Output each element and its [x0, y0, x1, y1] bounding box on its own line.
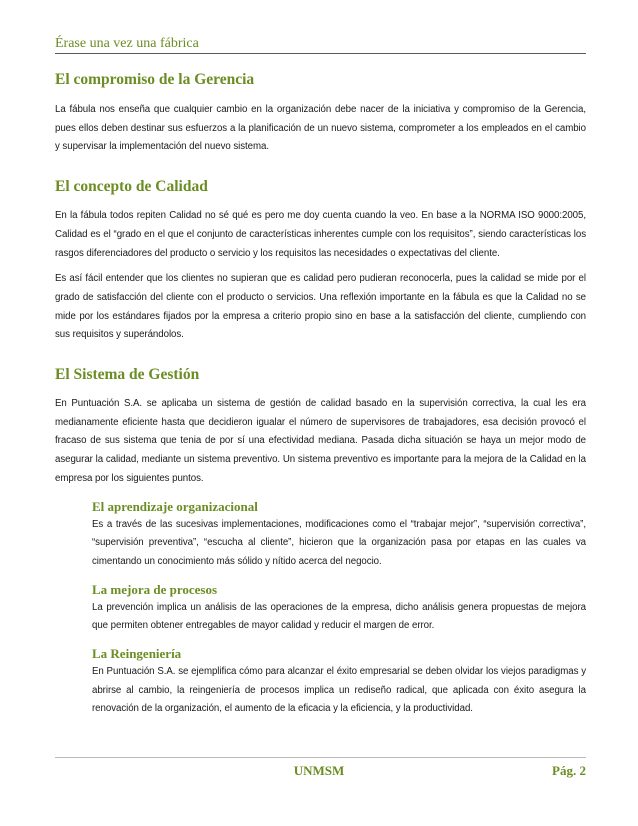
section-title-compromiso: El compromiso de la Gerencia: [55, 71, 255, 88]
subsection-procesos: [92, 581, 586, 636]
subsection-title-aprendizaje: El aprendizaje organizacional: [92, 498, 258, 514]
footer-institution: UNMSM: [293, 763, 345, 778]
page-number: Pág. 2: [552, 763, 586, 778]
subsection-text-aprendizaje: Es a través de las sucesivas implementaciones, modificaciones como el “trabajar mejor”, “supervisión correctiva”, “supervisión preventiva”, “escucha al cliente”, hicieron que la organización pasa por etapas en las cuales va cimentando un conocimiento más sólido y nítido acerca del negocio.: [92, 518, 586, 567]
footer-rule: [55, 757, 586, 758]
subsection-text-procesos: La prevención implica un análisis de las operaciones de la empresa, dicho análisis genera propuestas de mejora que permiten obtener entregables de mayor calidad y reducir el margen de error.: [92, 601, 586, 632]
paragraph-calidad-1: En la fábula todos repiten Calidad no sé qué es pero me doy cuenta cuando la veo. En base a la NORMA ISO 9000:2005, Calidad es el “grado en el que el conjunto de características inherentes cumple con los requisitos”, siendo características los rasgos diferenciadores del producto o servicio y los requisitos las necesidades o expectativas del cliente.: [55, 210, 586, 259]
subsection-title-reingenieria: La Reingeniería: [92, 646, 182, 662]
subsection-aprendizaje: [92, 498, 586, 572]
subsection-title-procesos: La mejora de procesos: [92, 581, 218, 597]
subsection-text-reingenieria: En Puntuación S.A. se ejemplifica cómo para alcanzar el éxito empresarial se deben olvidar los viejos paradigmas y abrirse al cambio, la reingeniería de procesos implica un rediseño radical, que aplicada con éxito asegura la renovación de la organización, el aumento de la eficacia y la eficiencia, y la productividad.: [92, 666, 586, 715]
running-header: Érase una vez una fábrica: [55, 36, 199, 51]
paragraph-compromiso: La fábula nos enseña que cualquier cambio en la organización debe nacer de la iniciativa y compromiso de la Gerencia, pues ellos deben destinar sus esfuerzos a la planificación de un nuevo sistema, comprometer a los empleados en el cambio y supervisar la implementación del nuevo sistema.: [55, 104, 586, 153]
header-rule: [55, 53, 586, 54]
page-body: [55, 70, 586, 719]
subsection-reingenieria: [92, 645, 586, 719]
section-title-gestion: El Sistema de Gestión: [55, 366, 200, 384]
paragraph-gestion: En Puntuación S.A. se aplicaba un sistema de gestión de calidad basado en la supervisión correctiva, la cual les era medianamente eficiente hasta que decidieron igualar el número de supervisores de trabajadores, esa decisión provocó el fracaso de sus sistema que tenia de por sí una efectividad mediana. Pasada dicha situación se haya un mejor modo de asegurar la calidad, mediante un sistema preventivo. Un sistema preventivo es importante para la mejora de la Calidad en la empresa por los siguientes puntos.: [55, 398, 586, 484]
section-title-calidad: El concepto de Calidad: [55, 178, 208, 196]
paragraph-calidad-2: Es así fácil entender que los clientes no supieran que es calidad pero pudieran reconocerla, pues la calidad se mide por el grado de satisfacción del cliente con el producto o servicios. Una reflexión importante en la fábula es que la Calidad no se mide por los estándares fijados por la empresa a criterio propio sino en base a la satisfacción del cliente, cumpliendo con sus requisitos y superándolos.: [55, 273, 586, 341]
